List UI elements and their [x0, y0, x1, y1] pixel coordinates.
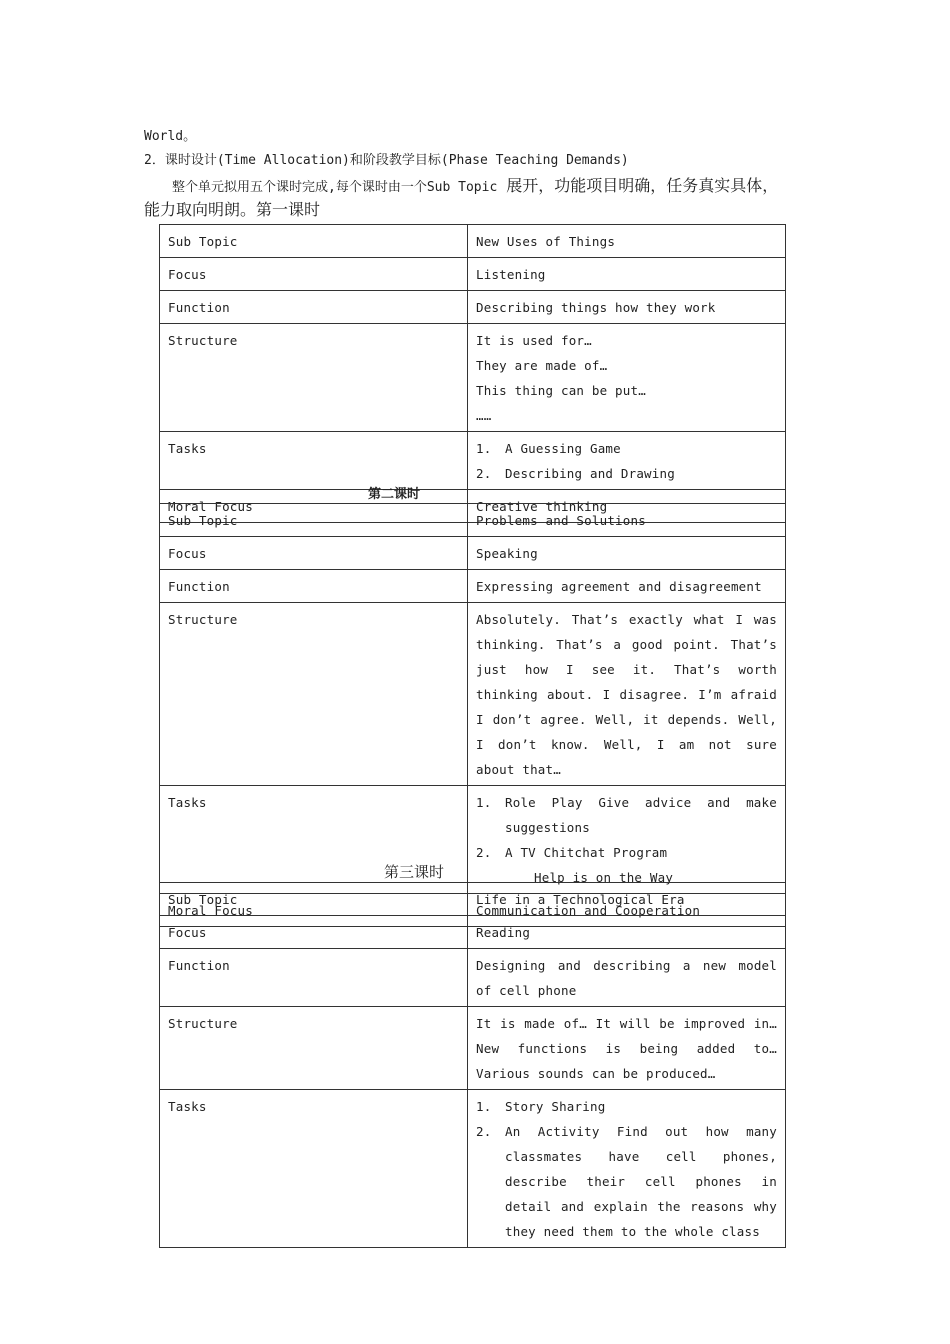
task-item	[476, 1119, 777, 1244]
task-text: A TV Chitchat Program	[505, 845, 668, 860]
cell-value: Communication and Cooperation	[468, 894, 786, 927]
task-number: 2.	[476, 466, 492, 481]
table-row	[160, 1090, 786, 1248]
task-text: Role Play Give advice and make suggestions	[505, 795, 777, 835]
cell-key: Focus	[160, 916, 468, 949]
table-row	[160, 1007, 786, 1090]
cell-value: Creative thinking	[468, 490, 786, 523]
table-row	[160, 537, 786, 570]
section-heading-time-allocation: 2．课时设计(Time Allocation)和阶段教学目标(Phase Teaching Demands)	[144, 153, 629, 168]
task-number: 2.	[476, 1124, 492, 1139]
cell-key: Moral Focus	[160, 490, 468, 523]
cell-key: Structure	[160, 324, 468, 432]
task-subtitle: Help is on the Way	[534, 870, 674, 885]
cell-value: New Uses of Things	[468, 225, 786, 258]
task-text: An Activity Find out how many classmates have cell phones, describe their cell phones in detail and explain the reasons why they need them to the whole class	[505, 1124, 777, 1239]
structure-line: This thing can be put…	[476, 383, 646, 398]
cell-key: Tasks	[160, 786, 468, 894]
table-row	[160, 570, 786, 603]
structure-line: ……	[476, 408, 492, 423]
cell-value: Speaking	[468, 537, 786, 570]
cell-key: Tasks	[160, 432, 468, 490]
structure-line: They are made of…	[476, 358, 608, 373]
cell-value: Expressing agreement and disagreement	[468, 570, 786, 603]
cell-value: Absolutely. That’s exactly what I was thinking. That’s a good point. That’s just how I see it. That’s worth thinking about. I disagree. I’m afraid I don’t agree. Well, it depends. Well, I don’t know. Well, I am not sure about that…	[468, 603, 786, 786]
cell-value	[468, 432, 786, 490]
cell-value: Reading	[468, 916, 786, 949]
lesson3-table	[159, 882, 786, 1248]
cell-key: Moral Focus	[160, 894, 468, 927]
table-row	[160, 883, 786, 916]
structure-line: It is used for…	[476, 333, 592, 348]
cell-value: Designing and describing a new model of cell phone	[468, 949, 786, 1007]
task-item	[476, 1094, 777, 1119]
cell-key: Structure	[160, 603, 468, 786]
intro-paragraph	[172, 178, 778, 196]
task-text: A Guessing Game	[505, 441, 621, 456]
lesson3-heading: 第三课时	[383, 863, 444, 881]
table-row	[160, 324, 786, 432]
cell-value: Life in a Technological Era	[468, 883, 786, 916]
cell-key: Function	[160, 570, 468, 603]
intro-paragraph-part1: 整个单元拟用五个课时完成,每个课时由一个Sub Topic	[172, 180, 498, 195]
task-number: 1.	[476, 441, 492, 456]
cell-key: Sub Topic	[160, 883, 468, 916]
cell-key: Focus	[160, 537, 468, 570]
table-row	[160, 949, 786, 1007]
task-number: 2.	[476, 845, 492, 860]
table-row	[160, 603, 786, 786]
lesson2-heading: 第二课时	[367, 487, 420, 502]
cell-key: Function	[160, 291, 468, 324]
task-item	[476, 790, 777, 840]
cell-key: Focus	[160, 258, 468, 291]
table-row	[160, 258, 786, 291]
table-row	[160, 291, 786, 324]
cell-value: Problems and Solutions	[468, 504, 786, 537]
cell-key: Sub Topic	[160, 504, 468, 537]
intro-paragraph-end: 能力取向明朗。第一课时	[144, 200, 321, 219]
cell-key: Function	[160, 949, 468, 1007]
task-text: Story Sharing	[505, 1099, 606, 1114]
table-row	[160, 225, 786, 258]
intro-line-world: World。	[144, 129, 197, 144]
cell-value	[468, 1090, 786, 1248]
lesson1-table	[159, 224, 786, 523]
cell-key: Structure	[160, 1007, 468, 1090]
cell-value: Describing things how they work	[468, 291, 786, 324]
table-row	[160, 432, 786, 490]
cell-value: It is made of… It will be improved in… New functions is being added to…Various sounds can be produced…	[468, 1007, 786, 1090]
task-text: Describing and Drawing	[505, 466, 675, 481]
task-item	[476, 436, 777, 461]
intro-paragraph-part2: 展开，功能项目明确，任务真实具体，	[506, 176, 779, 195]
table-row	[160, 916, 786, 949]
table-row	[160, 504, 786, 537]
cell-key: Tasks	[160, 1090, 468, 1248]
cell-value	[468, 324, 786, 432]
cell-key: Sub Topic	[160, 225, 468, 258]
cell-value: Listening	[468, 258, 786, 291]
task-number: 1.	[476, 1099, 492, 1114]
task-number: 1.	[476, 795, 492, 810]
